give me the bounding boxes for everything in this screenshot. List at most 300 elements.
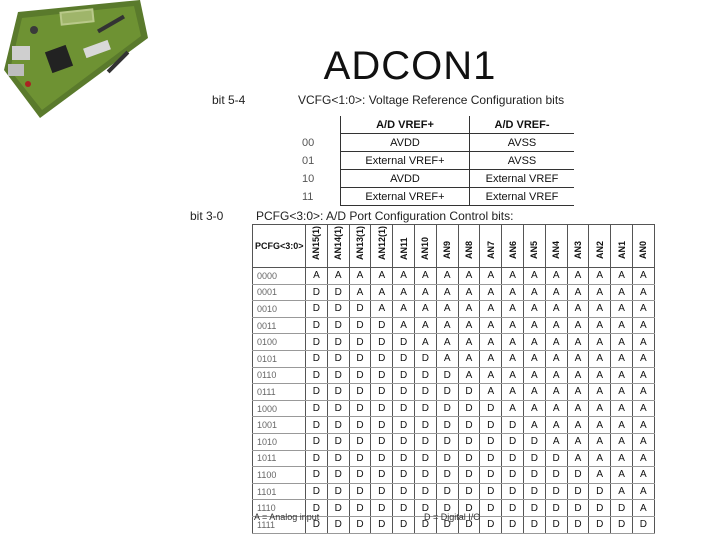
pcfg-cell: A [371, 268, 393, 285]
pcfg-cell: D [371, 400, 393, 417]
pcfg-cell: D [436, 417, 458, 434]
pcfg-cell: A [523, 301, 545, 318]
pcfg-cell: A [567, 433, 589, 450]
pcfg-cell: D [458, 500, 480, 517]
pcfg-cell: A [327, 268, 349, 285]
pcfg-column-label: AN14(1) [333, 225, 344, 260]
pcfg-cell: A [545, 268, 567, 285]
vcfg-heading: VCFG<1:0>: Voltage Reference Configuration bits [298, 93, 565, 107]
pcfg-column-header [523, 225, 545, 268]
pcfg-cell: A [371, 301, 393, 318]
pcfg-cell: D [393, 400, 415, 417]
pcfg-cell: D [502, 467, 524, 484]
pcfg-code: 1100 [253, 467, 306, 484]
pcfg-cell: D [589, 500, 611, 517]
pcfg-cell: D [371, 500, 393, 517]
pcfg-cell: A [589, 417, 611, 434]
pcfg-heading: PCFG<3:0>: A/D Port Configuration Control bits: [256, 209, 514, 223]
pcfg-cell: D [523, 433, 545, 450]
pcfg-cell: A [589, 400, 611, 417]
pcfg-cell: D [414, 483, 436, 500]
pcfg-cell: D [371, 317, 393, 334]
pcfg-cell: A [545, 433, 567, 450]
pcfg-cell: A [632, 467, 654, 484]
pcfg-cell: A [567, 317, 589, 334]
pcfg-code: 1001 [253, 417, 306, 434]
pcfg-cell: D [545, 450, 567, 467]
pcfg-cell: D [414, 500, 436, 517]
pcfg-cell: D [306, 500, 328, 517]
pcfg-row [253, 367, 655, 384]
pcfg-cell: A [480, 301, 502, 318]
pcfg-cell: D [327, 467, 349, 484]
pcfg-cell: A [567, 417, 589, 434]
pcfg-cell: D [306, 450, 328, 467]
pcfg-cell: D [393, 417, 415, 434]
pcfg-cell: A [458, 317, 480, 334]
vcfg-table [298, 116, 574, 206]
pcfg-cell: D [393, 367, 415, 384]
pcfg-cell: A [523, 268, 545, 285]
pcfg-cell: D [327, 284, 349, 301]
pcfg-cell: D [436, 433, 458, 450]
pcfg-cell: A [545, 384, 567, 401]
pcfg-cell: A [480, 367, 502, 384]
pcfg-row [253, 483, 655, 500]
pcfg-cell: D [393, 334, 415, 351]
pcfg-cell: D [327, 500, 349, 517]
pcfg-cell: D [458, 516, 480, 533]
pcfg-cell: A [523, 367, 545, 384]
pcfg-cell: A [523, 317, 545, 334]
pcfg-cell: A [611, 301, 633, 318]
pcfg-row [253, 317, 655, 334]
pcfg-cell: D [306, 367, 328, 384]
pcfg-cell: A [393, 284, 415, 301]
pcfg-column-label: AN12(1) [376, 225, 387, 260]
pcfg-cell: D [414, 467, 436, 484]
pcfg-row [253, 284, 655, 301]
pcfg-cell: D [306, 334, 328, 351]
pcfg-column-label: AN5 [529, 241, 540, 260]
pcfg-cell: D [349, 516, 371, 533]
pcfg-row [253, 467, 655, 484]
pcfg-cell: D [611, 500, 633, 517]
pcfg-cell: A [632, 433, 654, 450]
pcfg-cell: A [611, 350, 633, 367]
pcfg-cell: A [436, 334, 458, 351]
pcfg-cell: A [523, 284, 545, 301]
pcfg-cell: A [611, 367, 633, 384]
vcfg-ref-neg: AVSS [470, 134, 575, 152]
pcfg-cell: A [632, 284, 654, 301]
pcfg-cell: A [436, 284, 458, 301]
pcfg-code: 0110 [253, 367, 306, 384]
pcfg-cell: A [567, 284, 589, 301]
pcfg-cell: D [523, 467, 545, 484]
pcfg-cell: A [458, 268, 480, 285]
pcfg-cell: A [523, 417, 545, 434]
pcfg-cell: A [545, 301, 567, 318]
pcfg-cell: D [371, 516, 393, 533]
pcfg-cell: D [436, 483, 458, 500]
pcfg-cell: A [632, 417, 654, 434]
pcfg-column-header [589, 225, 611, 268]
pcfg-cell: A [567, 450, 589, 467]
vcfg-ref-neg: AVSS [470, 152, 575, 170]
pcfg-cell: D [589, 516, 611, 533]
pcfg-cell: A [567, 384, 589, 401]
pcfg-row [253, 400, 655, 417]
pcfg-cell: A [611, 433, 633, 450]
pcfg-cell: A [306, 268, 328, 285]
pcfg-cell: D [414, 516, 436, 533]
pcfg-cell: A [349, 284, 371, 301]
vcfg-ref-pos: External VREF+ [341, 152, 470, 170]
pcfg-cell: D [327, 516, 349, 533]
pcfg-cell: D [371, 350, 393, 367]
pcfg-cell: D [327, 334, 349, 351]
pcfg-column-label: AN0 [638, 241, 649, 260]
pcfg-cell: D [327, 483, 349, 500]
pcfg-cell: D [371, 467, 393, 484]
pcfg-cell: D [371, 483, 393, 500]
pcfg-cell: A [545, 350, 567, 367]
pcfg-cell: D [349, 500, 371, 517]
pcfg-cell: D [567, 483, 589, 500]
pcfg-cell: D [480, 433, 502, 450]
vcfg-ref-pos: AVDD [341, 134, 470, 152]
pcfg-cell: D [414, 450, 436, 467]
pcfg-cell: A [523, 334, 545, 351]
pcfg-cell: D [306, 400, 328, 417]
pcfg-cell: D [306, 284, 328, 301]
pcfg-cell: D [306, 483, 328, 500]
pcfg-cell: A [545, 284, 567, 301]
pcfg-cell: D [502, 500, 524, 517]
pcfg-cell: A [502, 350, 524, 367]
pcfg-cell: D [523, 500, 545, 517]
pcfg-cell: D [393, 500, 415, 517]
pcfg-cell: D [458, 400, 480, 417]
pcfg-cell: A [502, 400, 524, 417]
pcfg-cell: A [632, 483, 654, 500]
pcfg-cell: A [436, 317, 458, 334]
pcfg-cell: D [327, 417, 349, 434]
pcfg-cell: D [632, 516, 654, 533]
pcfg-cell: D [458, 450, 480, 467]
pcfg-column-header [458, 225, 480, 268]
pcfg-cell: D [589, 483, 611, 500]
vcfg-row [298, 188, 574, 206]
pcfg-cell: D [349, 317, 371, 334]
legend-digital: D = Digital I/O [424, 512, 481, 522]
pcfg-cell: D [306, 350, 328, 367]
pcfg-cell: D [458, 483, 480, 500]
pcfg-column-header [502, 225, 524, 268]
pcfg-cell: D [480, 417, 502, 434]
vcfg-bit-label: bit 5-4 [212, 93, 246, 107]
pcfg-cell: D [523, 450, 545, 467]
pcfg-column-header [306, 225, 328, 268]
pcfg-column-header [632, 225, 654, 268]
pcfg-column-header [480, 225, 502, 268]
pcfg-cell: D [545, 500, 567, 517]
pcfg-cell: D [436, 500, 458, 517]
vcfg-code: 00 [298, 134, 341, 152]
pcfg-cell: A [567, 268, 589, 285]
pcfg-cell: D [306, 516, 328, 533]
pcfg-cell: A [589, 384, 611, 401]
pcfg-cell: A [414, 334, 436, 351]
pcfg-cell: D [523, 483, 545, 500]
pcfg-column-label: AN6 [507, 241, 518, 260]
pcfg-cell: D [327, 400, 349, 417]
pcfg-column-header [349, 225, 371, 268]
vcfg-row [298, 152, 574, 170]
pcfg-column-label: AN15(1) [311, 225, 322, 260]
pcfg-column-header [393, 225, 415, 268]
pcfg-cell: D [436, 367, 458, 384]
pcfg-cell: A [502, 384, 524, 401]
pcfg-cell: A [611, 483, 633, 500]
pcfg-code: 1101 [253, 483, 306, 500]
pcfg-cell: D [567, 467, 589, 484]
pcfg-cell: D [349, 384, 371, 401]
pcfg-column-header [567, 225, 589, 268]
vcfg-ref-neg: External VREF [470, 188, 575, 206]
pcfg-cell: A [567, 400, 589, 417]
pcfg-cell: A [436, 301, 458, 318]
pcfg-cell: A [632, 301, 654, 318]
pcfg-cell: A [480, 284, 502, 301]
pcfg-cell: D [458, 467, 480, 484]
pcfg-row [253, 350, 655, 367]
vcfg-code: 10 [298, 170, 341, 188]
pcfg-cell: D [502, 516, 524, 533]
pcfg-cell: D [502, 450, 524, 467]
pcfg-bit-label: bit 3-0 [190, 209, 224, 223]
vcfg-col-header: A/D VREF+ [341, 116, 470, 134]
pcfg-row [253, 268, 655, 285]
dev-board-image [0, 0, 150, 118]
pcfg-code: 0000 [253, 268, 306, 285]
pcfg-code: 0011 [253, 317, 306, 334]
pcfg-cell: A [458, 350, 480, 367]
pcfg-cell: D [414, 433, 436, 450]
pcfg-column-header [327, 225, 349, 268]
pcfg-cell: D [567, 516, 589, 533]
pcfg-cell: D [327, 433, 349, 450]
pcfg-cell: D [393, 350, 415, 367]
pcfg-cell: A [502, 367, 524, 384]
pcfg-cell: A [589, 334, 611, 351]
pcfg-cell: D [480, 500, 502, 517]
pcfg-cell: D [436, 467, 458, 484]
pcfg-cell: A [611, 268, 633, 285]
pcfg-cell: A [436, 268, 458, 285]
pcfg-cell: D [306, 317, 328, 334]
pcfg-cell: A [611, 450, 633, 467]
pcfg-cell: D [414, 384, 436, 401]
vcfg-col-header: A/D VREF- [470, 116, 575, 134]
vcfg-row [298, 134, 574, 152]
pcfg-cell: D [349, 334, 371, 351]
pcfg-cell: D [371, 367, 393, 384]
pcfg-cell: A [436, 350, 458, 367]
pcfg-cell: A [611, 334, 633, 351]
vcfg-ref-neg: External VREF [470, 170, 575, 188]
pcfg-cell: A [523, 400, 545, 417]
pcfg-corner-header: PCFG<3:0> [253, 225, 306, 268]
pcfg-cell: A [632, 268, 654, 285]
pcfg-column-label: AN8 [463, 241, 474, 260]
pcfg-cell: A [589, 467, 611, 484]
pcfg-cell: D [414, 367, 436, 384]
vcfg-row [298, 170, 574, 188]
pcfg-cell: A [523, 384, 545, 401]
pcfg-cell: A [414, 284, 436, 301]
pcfg-column-label: AN3 [572, 241, 583, 260]
pcfg-cell: A [545, 367, 567, 384]
pcfg-cell: A [502, 317, 524, 334]
slide-title: ADCON1 [323, 44, 497, 88]
pcfg-row [253, 384, 655, 401]
pcfg-cell: A [632, 350, 654, 367]
pcfg-column-header [611, 225, 633, 268]
pcfg-cell: D [393, 516, 415, 533]
pcfg-cell: A [393, 268, 415, 285]
pcfg-cell: D [327, 301, 349, 318]
pcfg-cell: A [458, 367, 480, 384]
pcfg-code: 0001 [253, 284, 306, 301]
pcfg-cell: A [567, 334, 589, 351]
vcfg-ref-pos: AVDD [341, 170, 470, 188]
pcfg-code: 1000 [253, 400, 306, 417]
pcfg-cell: D [349, 367, 371, 384]
pcfg-column-label: AN13(1) [354, 225, 365, 260]
pcfg-column-label: AN10 [420, 236, 431, 260]
pcfg-code: 1110 [253, 500, 306, 517]
pcfg-cell: D [502, 433, 524, 450]
pcfg-cell: D [545, 483, 567, 500]
pcfg-cell: D [523, 516, 545, 533]
pcfg-cell: D [480, 483, 502, 500]
pcfg-cell: A [611, 467, 633, 484]
pcfg-cell: A [480, 334, 502, 351]
pcfg-cell: D [327, 450, 349, 467]
pcfg-cell: A [567, 301, 589, 318]
pcfg-table [252, 224, 655, 534]
pcfg-cell: A [632, 334, 654, 351]
pcfg-cell: D [306, 467, 328, 484]
pcfg-cell: D [567, 500, 589, 517]
pcfg-cell: A [589, 317, 611, 334]
pcfg-cell: D [458, 433, 480, 450]
pcfg-cell: A [589, 268, 611, 285]
pcfg-cell: A [632, 317, 654, 334]
pcfg-cell: D [414, 417, 436, 434]
pcfg-column-header [545, 225, 567, 268]
pcfg-cell: D [371, 433, 393, 450]
pcfg-cell: D [414, 400, 436, 417]
pcfg-cell: A [502, 268, 524, 285]
pcfg-cell: A [611, 284, 633, 301]
pcfg-cell: A [502, 301, 524, 318]
pcfg-cell: D [327, 350, 349, 367]
pcfg-column-label: AN11 [398, 237, 409, 260]
pcfg-row [253, 450, 655, 467]
pcfg-cell: A [589, 367, 611, 384]
pcfg-cell: D [393, 384, 415, 401]
pcfg-cell: A [414, 317, 436, 334]
pcfg-cell: D [480, 450, 502, 467]
pcfg-cell: D [327, 367, 349, 384]
pcfg-cell: A [589, 284, 611, 301]
pcfg-cell: A [567, 350, 589, 367]
legend-analog: A = Analog input [254, 512, 320, 522]
pcfg-code: 0101 [253, 350, 306, 367]
pcfg-cell: D [371, 450, 393, 467]
pcfg-cell: D [306, 417, 328, 434]
pcfg-cell: A [480, 384, 502, 401]
pcfg-column-header [414, 225, 436, 268]
pcfg-cell: D [349, 483, 371, 500]
pcfg-cell: D [327, 317, 349, 334]
pcfg-cell: A [611, 317, 633, 334]
pcfg-cell: D [393, 483, 415, 500]
pcfg-cell: A [611, 417, 633, 434]
pcfg-cell: D [611, 516, 633, 533]
pcfg-cell: A [611, 400, 633, 417]
pcfg-column-label: AN9 [442, 241, 453, 260]
pcfg-cell: A [632, 450, 654, 467]
pcfg-cell: D [545, 467, 567, 484]
pcfg-cell: A [458, 334, 480, 351]
vcfg-ref-pos: External VREF+ [341, 188, 470, 206]
pcfg-cell: D [349, 301, 371, 318]
pcfg-cell: D [306, 301, 328, 318]
pcfg-cell: D [502, 483, 524, 500]
pcfg-cell: D [414, 350, 436, 367]
pcfg-cell: A [632, 400, 654, 417]
pcfg-row [253, 433, 655, 450]
pcfg-cell: A [545, 334, 567, 351]
pcfg-column-label: AN2 [594, 241, 605, 260]
vcfg-corner [298, 116, 341, 134]
pcfg-column-label: AN7 [485, 241, 496, 260]
pcfg-column-label: AN4 [551, 241, 562, 260]
pcfg-cell: A [480, 268, 502, 285]
pcfg-cell: A [632, 500, 654, 517]
pcfg-cell: D [393, 467, 415, 484]
pcfg-cell: D [436, 450, 458, 467]
pcfg-cell: D [371, 384, 393, 401]
pcfg-cell: A [502, 284, 524, 301]
pcfg-cell: A [414, 301, 436, 318]
pcfg-cell: D [349, 433, 371, 450]
pcfg-cell: D [436, 384, 458, 401]
pcfg-column-label: AN1 [616, 241, 627, 260]
pcfg-cell: D [458, 384, 480, 401]
pcfg-cell: D [349, 450, 371, 467]
pcfg-cell: A [414, 268, 436, 285]
pcfg-code: 0010 [253, 301, 306, 318]
pcfg-cell: A [611, 384, 633, 401]
pcfg-cell: A [545, 317, 567, 334]
pcfg-cell: A [523, 350, 545, 367]
pcfg-cell: D [545, 516, 567, 533]
